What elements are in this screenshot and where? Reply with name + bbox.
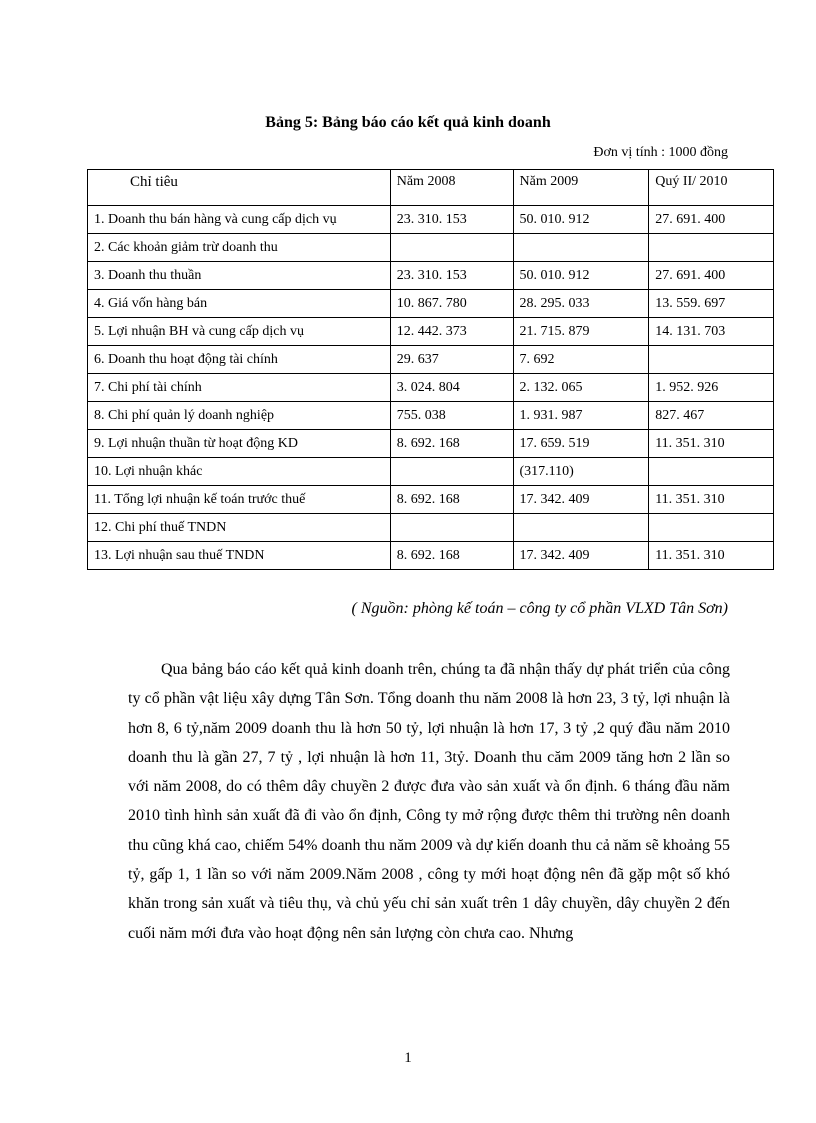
table-row xyxy=(88,206,774,234)
row-label: 8. Chi phí quản lý doanh nghiệp xyxy=(88,402,391,430)
table-row xyxy=(88,458,774,486)
table-cell: 14. 131. 703 xyxy=(649,318,774,346)
header-chi-tieu: Chỉ tiêu xyxy=(88,170,391,206)
table-cell: 17. 659. 519 xyxy=(513,430,649,458)
table-cell: 2. 132. 065 xyxy=(513,374,649,402)
table-cell xyxy=(649,346,774,374)
row-label: 9. Lợi nhuận thuần từ hoạt động KD xyxy=(88,430,391,458)
table-cell: 17. 342. 409 xyxy=(513,486,649,514)
table-row xyxy=(88,402,774,430)
table-cell: 11. 351. 310 xyxy=(649,430,774,458)
table-cell: 27. 691. 400 xyxy=(649,206,774,234)
row-label: 6. Doanh thu hoạt động tài chính xyxy=(88,346,391,374)
row-label: 10. Lợi nhuận khác xyxy=(88,458,391,486)
table-cell: 7. 692 xyxy=(513,346,649,374)
table-cell: 23. 310. 153 xyxy=(390,206,513,234)
table-cell: 17. 342. 409 xyxy=(513,542,649,570)
table-cell xyxy=(649,234,774,262)
table-cell: 28. 295. 033 xyxy=(513,290,649,318)
table-title: Bảng 5: Bảng báo cáo kết quả kinh doanh xyxy=(265,114,551,131)
row-label: 12. Chi phí thuế TNDN xyxy=(88,514,391,542)
row-label: 13. Lợi nhuận sau thuế TNDN xyxy=(88,542,391,570)
table-row xyxy=(88,290,774,318)
table-cell: 1. 952. 926 xyxy=(649,374,774,402)
unit-note: Đơn vị tính : 1000 đồng xyxy=(593,145,728,160)
table-row xyxy=(88,542,774,570)
table-cell xyxy=(390,514,513,542)
table-cell: 13. 559. 697 xyxy=(649,290,774,318)
table-cell: 755. 038 xyxy=(390,402,513,430)
table-row xyxy=(88,318,774,346)
row-label: 3. Doanh thu thuần xyxy=(88,262,391,290)
row-label: 2. Các khoản giảm trừ doanh thu xyxy=(88,234,391,262)
table-cell: 21. 715. 879 xyxy=(513,318,649,346)
table-cell: 8. 692. 168 xyxy=(390,430,513,458)
table-header-row xyxy=(88,170,774,206)
table-cell: (317.110) xyxy=(513,458,649,486)
table-row xyxy=(88,374,774,402)
table-cell xyxy=(513,514,649,542)
table-cell: 50. 010. 912 xyxy=(513,206,649,234)
table-cell xyxy=(390,234,513,262)
table-cell xyxy=(390,458,513,486)
header-2008: Năm 2008 xyxy=(390,170,513,206)
row-label: 11. Tổng lợi nhuận kế toán trước thuế xyxy=(88,486,391,514)
table-cell xyxy=(513,234,649,262)
source-note: ( Nguồn: phòng kế toán – công ty cổ phần VLXD Tân Sơn) xyxy=(351,600,728,617)
table-cell: 1. 931. 987 xyxy=(513,402,649,430)
row-label: 4. Giá vốn hàng bán xyxy=(88,290,391,318)
row-label: 7. Chi phí tài chính xyxy=(88,374,391,402)
table-row xyxy=(88,234,774,262)
table-cell: 8. 692. 168 xyxy=(390,542,513,570)
table-cell: 3. 024. 804 xyxy=(390,374,513,402)
table-row xyxy=(88,486,774,514)
table-cell: 11. 351. 310 xyxy=(649,542,774,570)
table-cell: 27. 691. 400 xyxy=(649,262,774,290)
body-paragraph: Qua bảng báo cáo kết quả kinh doanh trên, chúng ta đã nhận thấy dự phát triển của công ty cổ phần vật liệu xây dựng Tân Sơn. Tổng doanh thu năm 2008 là hơn 23, 3 tỷ, lợi nhuận là hơn 8, 6 tỷ,năm 2009 doanh thu là hơn 50 tỷ, lợi nhuận là hơn 17, 3 tỷ ,2 quý đầu năm 2010 doanh thu là gần 27, 7 tỷ , lợi nhuận là hơn 11, 3tỷ. Doanh thu căm 2009 tăng hơn 2 lần so với năm 2008, do có thêm dây chuyền 2 được đưa vào sản xuất và ổn định. 6 tháng đầu năm 2010 tình hình sản xuất đã đi vào ổn định, Công ty mở rộng được thêm thi trường nên doanh thu cũng khá cao, chiếm 54% doanh thu năm 2009 và dự kiến doanh thu cả năm sẽ khoảng 55 tỷ, gấp 1, 1 lần so với năm 2009.Năm 2008 , công ty mới hoạt động nên đã gặp một số khó khăn trong sản xuất và tiêu thụ, và chủ yếu chỉ sản xuất trên 1 dây chuyền, dây chuyền 2 đến cuối năm mới đưa vào hoạt động nên sản lượng còn chưa cao. Nhưng xyxy=(128,661,730,942)
table-row xyxy=(88,346,774,374)
table-cell: 11. 351. 310 xyxy=(649,486,774,514)
report-table xyxy=(87,169,774,570)
table-row xyxy=(88,262,774,290)
row-label: 1. Doanh thu bán hàng và cung cấp dịch vụ xyxy=(88,206,391,234)
table-cell: 827. 467 xyxy=(649,402,774,430)
table-cell: 23. 310. 153 xyxy=(390,262,513,290)
header-2009: Năm 2009 xyxy=(513,170,649,206)
table-cell xyxy=(649,458,774,486)
table-cell: 50. 010. 912 xyxy=(513,262,649,290)
row-label: 5. Lợi nhuận BH và cung cấp dịch vụ xyxy=(88,318,391,346)
table-cell xyxy=(649,514,774,542)
table-cell: 12. 442. 373 xyxy=(390,318,513,346)
table-cell: 10. 867. 780 xyxy=(390,290,513,318)
table-row xyxy=(88,430,774,458)
header-q2-2010: Quý II/ 2010 xyxy=(649,170,774,206)
table-row xyxy=(88,514,774,542)
table-cell: 29. 637 xyxy=(390,346,513,374)
page-number: 1 xyxy=(404,1050,412,1066)
table-cell: 8. 692. 168 xyxy=(390,486,513,514)
